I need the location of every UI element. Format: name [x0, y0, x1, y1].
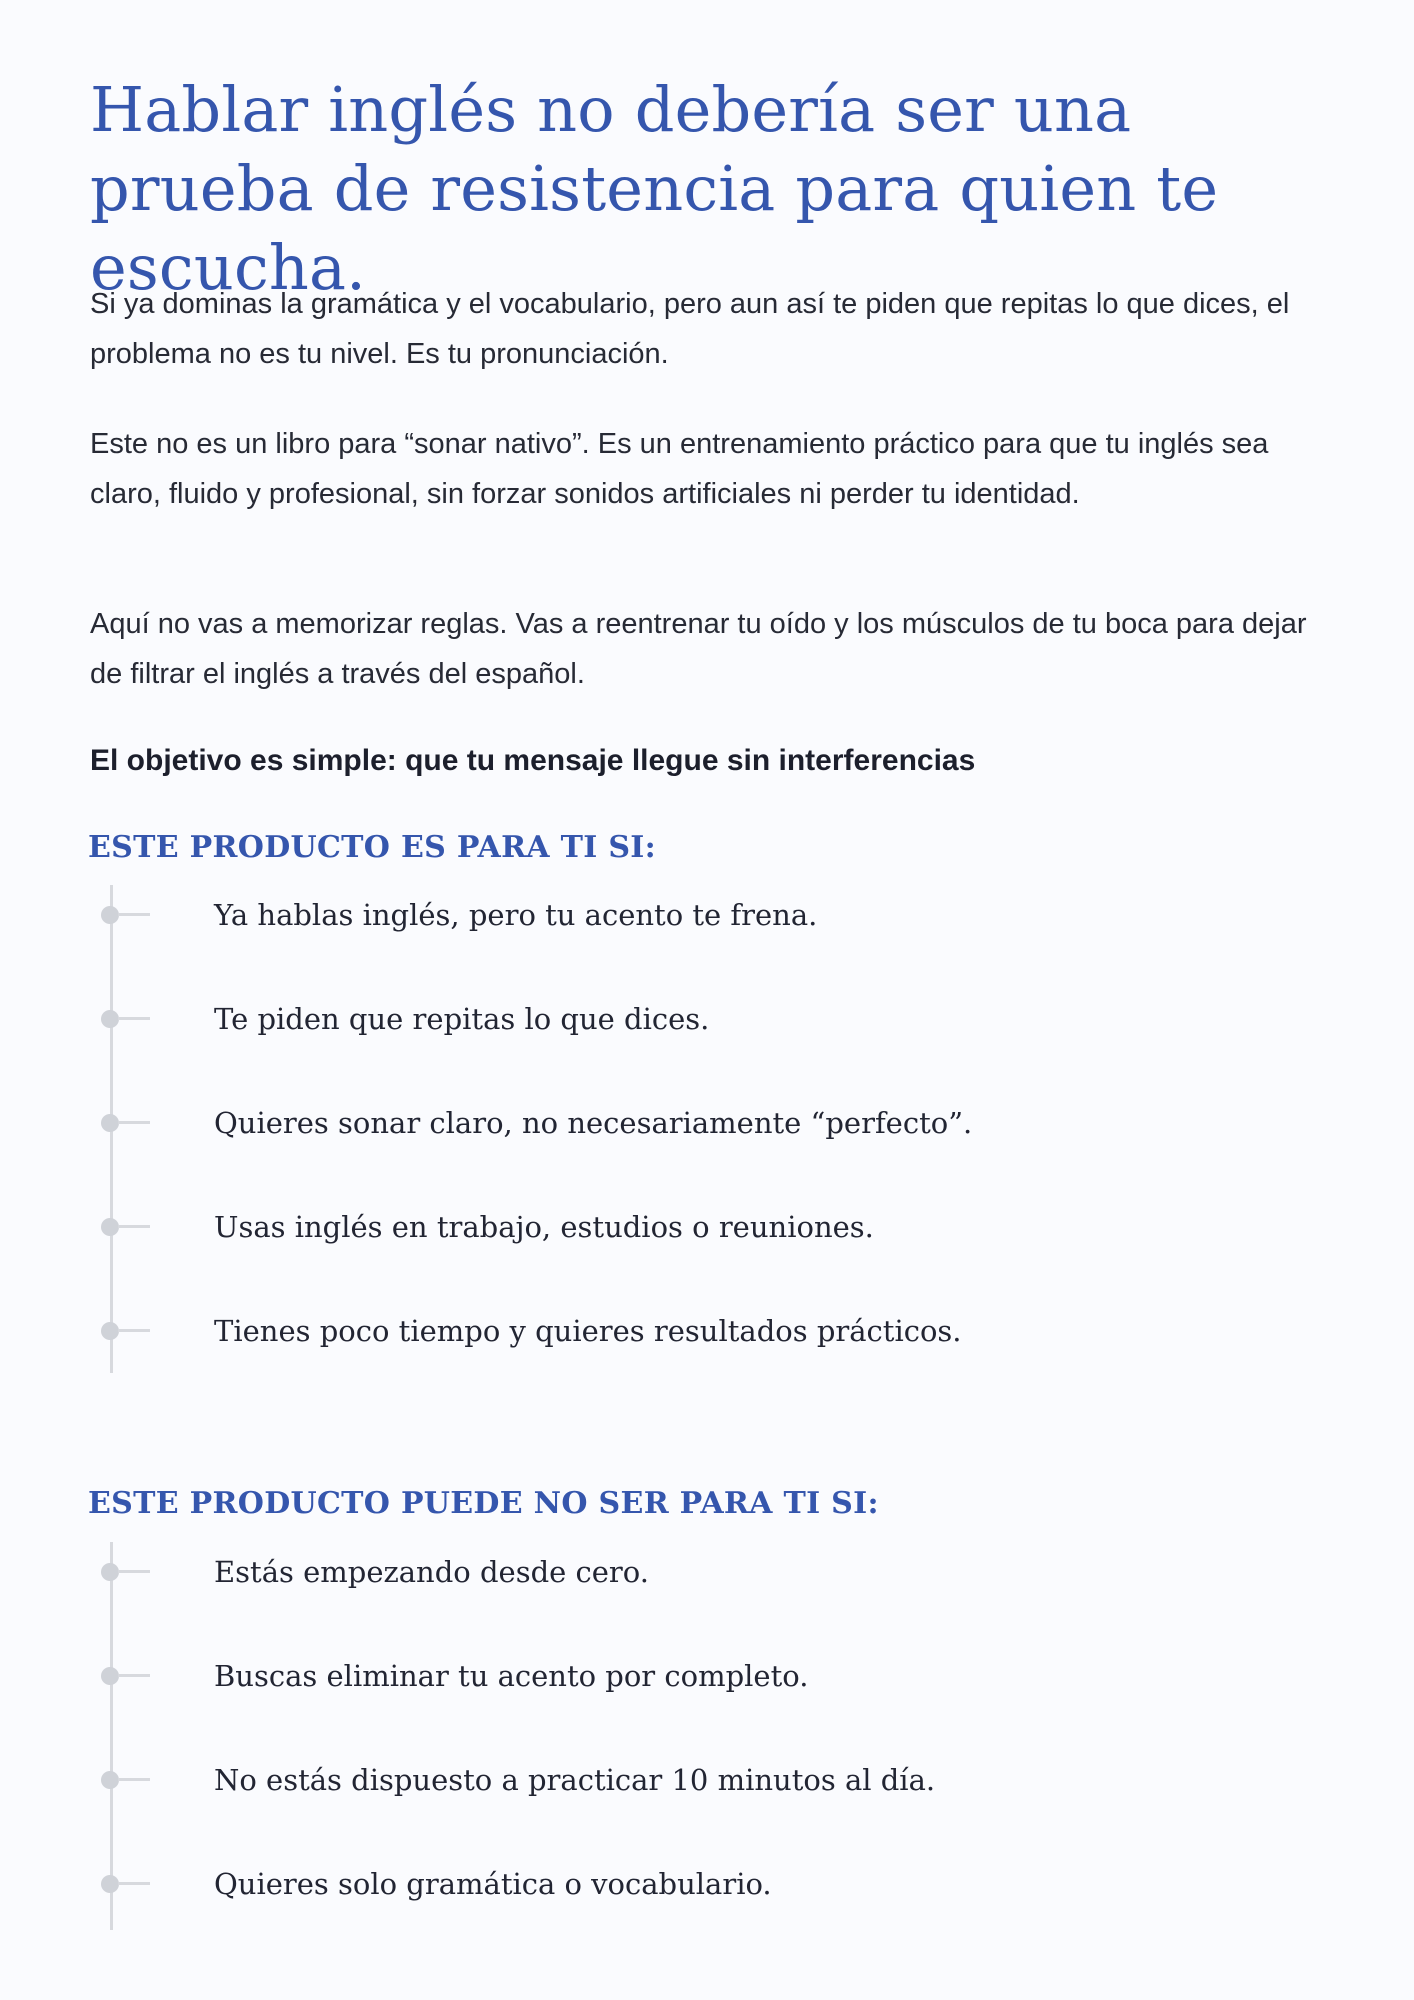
bullet-connector: [118, 1778, 150, 1781]
list-item: [90, 885, 1290, 945]
bullet-connector: [118, 1121, 150, 1124]
list-item-text: Usas inglés en trabajo, estudios o reuniones.: [214, 1210, 874, 1244]
not-for-you-heading: ESTE PRODUCTO PUEDE NO SER PARA TI SI:: [88, 1486, 879, 1521]
bullet-connector: [118, 913, 150, 916]
intro-paragraph-3: Aquí no vas a memorizar reglas. Vas a reentrenar tu oído y los músculos de tu boca para dejar de filtrar el inglés a través del español.: [90, 608, 1307, 690]
bullet-dot-icon: [101, 1114, 119, 1132]
list-item-text: Estás empezando desde cero.: [214, 1555, 649, 1589]
bullet-connector: [118, 1570, 150, 1573]
intro-paragraph-1: Si ya dominas la gramática y el vocabulario, pero aun así te piden que repitas lo que dices, el problema no es tu nivel. Es tu pronunciación.: [90, 288, 1290, 370]
list-item-text: Buscas eliminar tu acento por completo.: [214, 1659, 809, 1693]
bullet-dot-icon: [101, 1563, 119, 1581]
list-item: [90, 1750, 1290, 1810]
list-item: [90, 989, 1290, 1049]
list-item-text: Quieres solo gramática o vocabulario.: [214, 1867, 772, 1901]
list-item-text: Ya hablas inglés, pero tu acento te frena.: [214, 898, 818, 932]
bullet-dot-icon: [101, 1010, 119, 1028]
list-item: [90, 1646, 1290, 1706]
list-item: [90, 1197, 1290, 1257]
objective-statement: El objetivo es simple: que tu mensaje llegue sin interferencias: [90, 744, 976, 777]
list-item: [90, 1301, 1290, 1361]
bullet-dot-icon: [101, 1667, 119, 1685]
not-for-you-list: [90, 1542, 1290, 1930]
bullet-connector: [118, 1225, 150, 1228]
bullet-dot-icon: [101, 1875, 119, 1893]
list-item: [90, 1093, 1290, 1153]
for-you-list: [90, 885, 1290, 1373]
bullet-dot-icon: [101, 1771, 119, 1789]
list-item: [90, 1542, 1290, 1602]
list-item: [90, 1854, 1290, 1914]
bullet-dot-icon: [101, 906, 119, 924]
page-title: Hablar inglés no debería ser una prueba de resistencia para quien te escucha.: [90, 73, 1219, 304]
bullet-connector: [118, 1674, 150, 1677]
bullet-dot-icon: [101, 1218, 119, 1236]
bullet-connector: [118, 1882, 150, 1885]
list-item-text: No estás dispuesto a practicar 10 minutos al día.: [214, 1763, 936, 1797]
list-item-text: Te piden que repitas lo que dices.: [214, 1002, 710, 1036]
list-item-text: Quieres sonar claro, no necesariamente “perfecto”.: [214, 1106, 973, 1140]
bullet-connector: [118, 1329, 150, 1332]
bullet-dot-icon: [101, 1322, 119, 1340]
for-you-heading: ESTE PRODUCTO ES PARA TI SI:: [88, 830, 656, 865]
intro-paragraph-2: Este no es un libro para “sonar nativo”. Es un entrenamiento práctico para que tu inglés sea claro, fluido y profesional, sin forzar sonidos artificiales ni perder tu identidad.: [90, 428, 1269, 510]
list-item-text: Tienes poco tiempo y quieres resultados prácticos.: [214, 1314, 962, 1348]
bullet-connector: [118, 1017, 150, 1020]
